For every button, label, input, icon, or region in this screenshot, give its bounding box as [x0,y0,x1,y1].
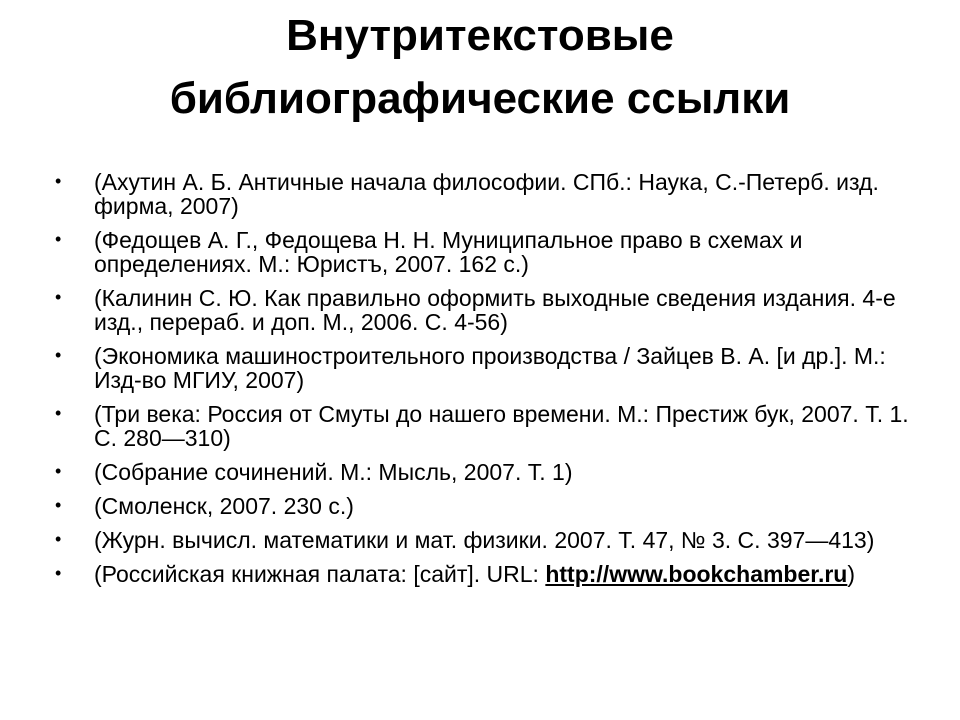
bullet-icon: • [55,287,62,307]
bullet-icon: • [55,171,62,191]
list-item [0,562,960,586]
list-item [0,460,960,484]
bullet-icon: • [55,345,62,365]
bookchamber-link[interactable]: http://www.bookchamber.ru [545,561,848,587]
list-item [0,528,960,552]
reference-text: (Журн. вычисл. математики и мат. физики. 2007. Т. 47, № 3. С. 397—413) [94,527,875,553]
reference-text-prefix: (Российская книжная палата: [сайт]. URL: [94,561,546,587]
slide-title-line-1: Внутритекстовые [286,11,674,60]
bullet-icon: • [55,403,62,423]
reference-text: (Смоленск, 2007. 230 с.) [94,493,354,519]
list-item [0,402,960,450]
list-item [0,170,960,218]
reference-text-suffix: ) [847,561,856,587]
reference-text: (Экономика машиностроительного производства / Зайцев В. А. [и др.]. М.: Изд-во МГИУ, 2007) [94,343,886,393]
reference-list [0,170,960,596]
bullet-icon: • [55,229,62,249]
bullet-icon: • [55,461,62,481]
slide-title-line-2: библиографические ссылки [169,74,791,123]
bullet-icon: • [55,529,62,549]
reference-text: (Три века: Россия от Смуты до нашего времени. М.: Престиж бук, 2007. Т. 1. С. 280—310) [94,401,909,451]
list-item [0,494,960,518]
list-item [0,286,960,334]
reference-text: (Собрание сочинений. М.: Мысль, 2007. Т. 1) [94,459,573,485]
bullet-icon: • [55,563,62,583]
list-item [0,344,960,392]
reference-text: (Ахутин А. Б. Античные начала философии. СПб.: Наука, С.-Петерб. изд. фирма, 2007) [94,169,879,219]
bullet-icon: • [55,495,62,515]
reference-text: (Калинин С. Ю. Как правильно оформить выходные сведения издания. 4-е изд., перераб. и доп. М., 2006. С. 4-56) [94,285,896,335]
slide-title [60,4,900,130]
list-item [0,228,960,276]
reference-text: (Федощев А. Г., Федощева Н. Н. Муниципальное право в схемах и определениях. М.: Юристъ, 2007. 162 с.) [94,227,803,277]
